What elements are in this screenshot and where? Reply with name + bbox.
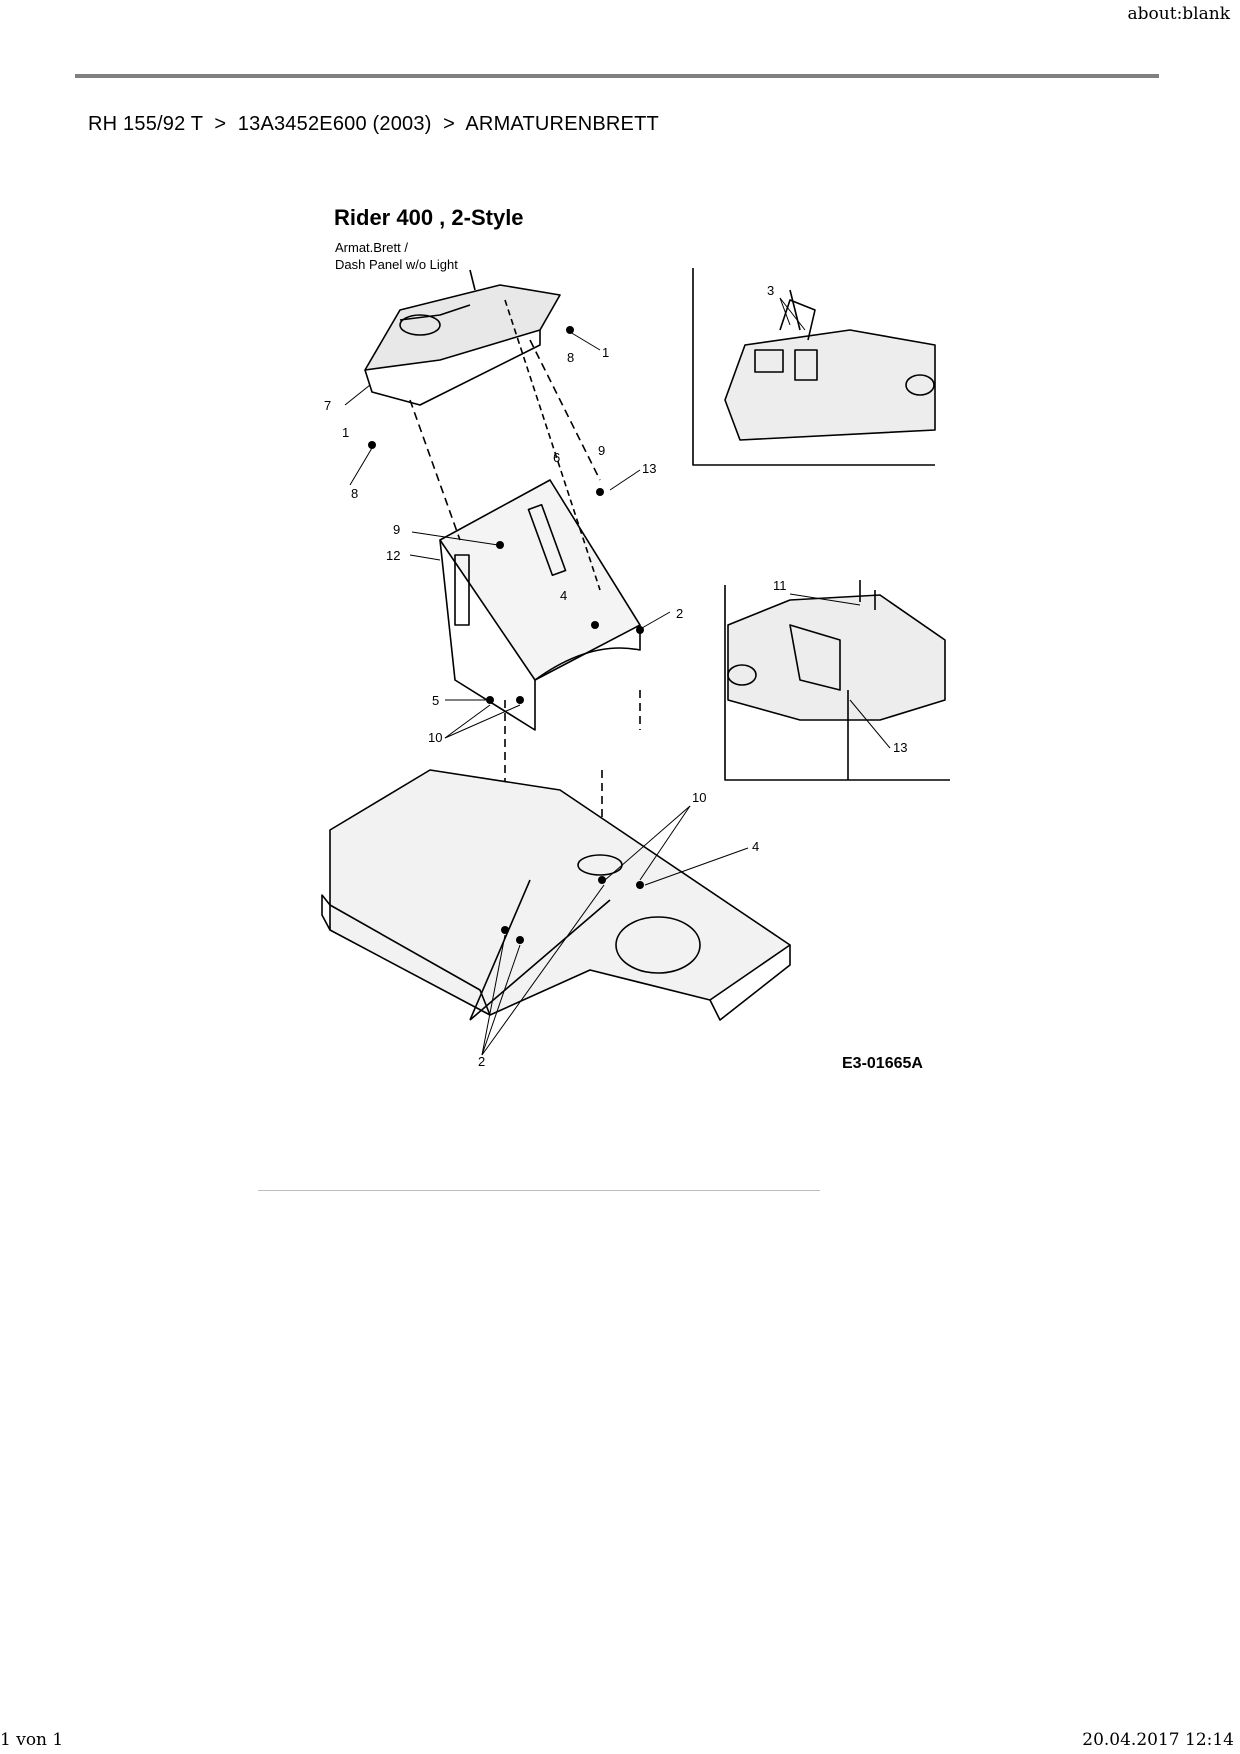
callout-label: 4 — [752, 839, 760, 854]
diagram-title: Rider 400 , 2-Style — [334, 205, 524, 230]
callout-label: 6 — [553, 450, 561, 465]
header-divider — [75, 74, 1159, 78]
callout-label: 2 — [478, 1054, 486, 1069]
breadcrumb-item-section: ARMATURENBRETT — [465, 113, 659, 135]
callout-label: 10 — [428, 730, 443, 745]
callout-label: 9 — [393, 522, 401, 537]
callout-label: 2 — [676, 606, 684, 621]
callout-label: 3 — [767, 283, 775, 298]
diagram-code: E3-01665A — [842, 1055, 923, 1072]
breadcrumb-separator: > — [443, 113, 455, 135]
browser-url: about:blank — [1127, 4, 1230, 24]
callout-label: 13 — [642, 461, 657, 476]
breadcrumb-separator: > — [214, 113, 227, 135]
breadcrumb — [88, 113, 659, 136]
callout-label: 5 — [432, 693, 440, 708]
breadcrumb-item-article[interactable]: 13A3452E600 (2003) — [237, 113, 432, 135]
callout-label: 4 — [560, 588, 568, 603]
diagram-subtitle-line-2: Dash Panel w/o Light — [335, 257, 458, 272]
exploded-parts-diagram — [320, 200, 960, 1080]
callout-label: 1 — [342, 425, 350, 440]
page-counter: 1 von 1 — [0, 1730, 64, 1750]
callout-label: 8 — [567, 350, 575, 365]
callout-label: 1 — [602, 345, 610, 360]
callout-label: 8 — [351, 486, 359, 501]
callout-label: 7 — [324, 398, 332, 413]
callout-label: 12 — [386, 548, 401, 563]
callout-label: 13 — [893, 740, 908, 755]
diagram-subtitle-line-1: Armat.Brett / — [335, 240, 408, 255]
callout-label: 11 — [773, 578, 787, 593]
breadcrumb-item-model[interactable]: RH 155/92 T — [88, 113, 203, 135]
content-divider — [258, 1190, 820, 1191]
print-timestamp: 20.04.2017 12:14 — [1082, 1730, 1234, 1750]
callout-label: 10 — [692, 790, 707, 805]
callout-label: 9 — [598, 443, 606, 458]
